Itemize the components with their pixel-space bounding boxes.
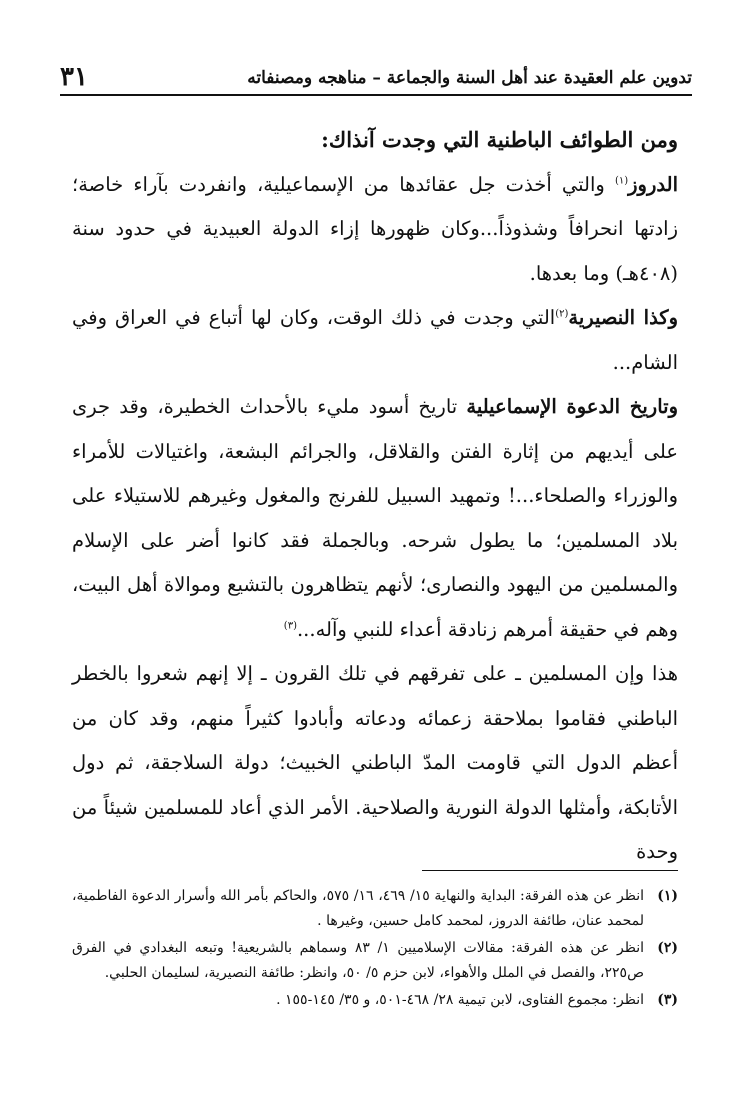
paragraph-druze [72,163,678,297]
page-number: ٣١ [60,62,88,92]
footnote-text: انظر: مجموع الفتاوى، لابن تيمية ٢٨/ ٤٦٨-٥٠١، و ٣٥/ ١٤٥-١٥٥ . [276,992,644,1008]
footnote-number: (٢) [657,940,678,956]
footnote-ref-2[interactable]: (٢) [555,308,569,320]
footnote-ref-3[interactable]: (٣) [283,620,297,631]
footnotes [72,884,678,1015]
footnote-1 [72,884,678,934]
footnote-number: (٣) [657,992,678,1008]
footnote-text: انظر عن هذه الفرقة: مقالات الإسلاميين ١/ ٨٣ وسماهم بالشريعية! وتبعه البغدادي في الفرق ص٢٢٥، والفصل في الملل والأهواء، لابن حزم ٥/ ٥٠، وانظر: طائفة النصيرية، لسليمان الحلبي. [72,940,644,981]
main-text [72,118,678,875]
paragraph-muslim-response: هذا وإن المسلمين ـ على تفرقهم في تلك القرون ـ إلا إنهم شعروا بالخطر الباطني فقاموا بملاحقة زعمائه ودعاته وأبادوا كثيراً منهم، وقد كان من أعظم الدول التي قاومت المدّ الباطني الخبيث؛ دولة السلاجقة، ثم دول الأتابكة، وأمثلها الدولة النورية والصلاحية. الأمر الذي أعاد للمسلمين شيئاً من وحدة [72,662,678,863]
footnote-2 [72,936,678,986]
footnote-separator [422,870,678,871]
page-header [60,58,692,96]
term-nusayri: وكذا النصيرية [568,306,678,329]
paragraph-druze-text: والتي أخذت جل عقائدها من الإسماعيلية، وانفردت بآراء خاصة؛ زادتها انحرافاً وشذوذاً...وكان ظهورها إزاء الدولة العبيدية في حدود سنة (٤٠٨هـ) وما بعدها. [72,172,678,285]
paragraph-ismaili-text: تاريخ أسود مليء بالأحداث الخطيرة، وقد جرى على أيديهم من إثارة الفتن والقلاقل، والجرائم البشعة، واغتيالات للأمراء والوزراء والصلحاء...! وتمهيد السبيل للفرنج والمغول وغيرهم للاستيلاء على بلاد المسلمين؛ ما يطول شرحه. وبالجملة فقد كانوا أضر على الإسلام والمسلمين من اليهود والنصارى؛ لأنهم يتظاهرون بالتشيع وموالاة أهل البيت، وهم في حقيقة أمرهم زنادقة أعداء للنبي وآله... [72,395,678,641]
footnote-text: انظر عن هذه الفرقة: البداية والنهاية ١٥/ ٤٦٩، ١٦/ ٥٧٥، والحاكم بأمر الله وأسرار الدعوة الفاطمية، لمحمد عنان، طائفة الدروز، لمحمد كامل حسين، وغيرها . [72,888,644,929]
paragraph-nusayri [72,296,678,385]
term-druze: الدروز [628,172,678,196]
section-heading: ومن الطوائف الباطنية التي وجدت آنذاك: [321,127,678,152]
term-ismaili-dawa: وتاريخ الدعوة الإسماعيلية [466,395,678,418]
paragraph-ismaili-history [72,385,678,652]
running-title: تدوين علم العقيدة عند أهل السنة والجماعة – مناهجه ومصنفاته [247,68,692,88]
footnote-number: (١) [657,888,678,904]
footnote-3 [72,988,678,1013]
footnote-ref-1[interactable]: (١) [614,175,629,186]
paragraph-nusayri-text: التي وجدت في ذلك الوقت، وكان لها أتباع في العراق وفي الشام... [72,306,678,374]
